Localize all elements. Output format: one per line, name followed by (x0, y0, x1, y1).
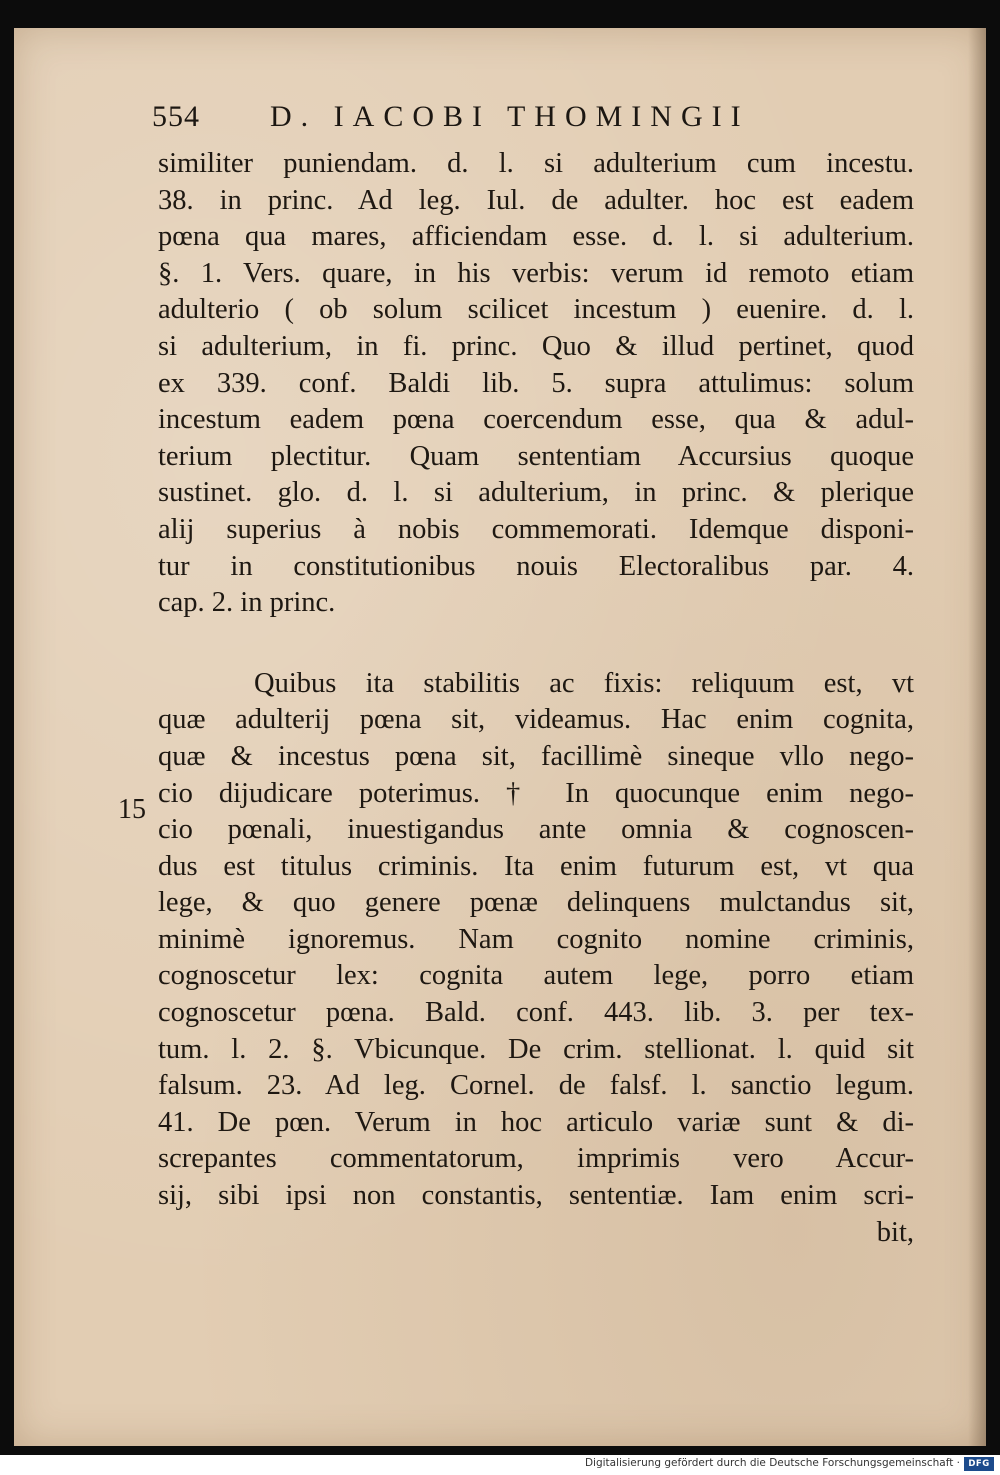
text-line: 41. De pœn. Verum in hoc articulo variæ sunt & di- (158, 1106, 914, 1138)
text-line: quæ adulterij pœna sit, videamus. Hac enim cognita, (158, 704, 914, 736)
text-line: cap. 2. in princ. (158, 587, 336, 619)
catchword: bit, (876, 1216, 914, 1248)
text-line: minimè ignoremus. Nam cognito nomine criminis, (158, 923, 914, 955)
text-line: §. 1. Vers. quare, in his verbis: verum id remoto etiam (158, 257, 914, 289)
footer-bar (0, 1455, 1000, 1475)
text-block (158, 146, 914, 1251)
margin-note: 15 (118, 794, 146, 825)
text-line: pœna qua mares, afficiendam esse. d. l. si adulterium. (158, 221, 914, 253)
text-line: cognoscetur lex: cognita autem lege, porro etiam (158, 960, 914, 992)
paragraph-2 (158, 666, 914, 1252)
page-edge-shadow (968, 28, 986, 1446)
paragraph-1 (158, 146, 914, 622)
text-line: sij, sibi ipsi non constantis, sententiæ. Iam enim scri- (158, 1180, 914, 1212)
footer-credit: Digitalisierung gefördert durch die Deutsche Forschungsgemeinschaft · (584, 1457, 960, 1469)
dfg-logo-icon: DFG (964, 1457, 994, 1471)
text-line: adulterio ( ob solum scilicet incestum ) euenire. d. l. (158, 294, 914, 326)
text-line: tur in constitutionibus nouis Electoralibus par. 4. (158, 550, 914, 582)
text-line: dus est titulus criminis. Ita enim futurum est, vt qua (158, 850, 914, 882)
text-line: lege, & quo genere pœnæ delinquens mulctandus sit, (158, 887, 914, 919)
book-page (14, 28, 986, 1446)
text-line: tum. l. 2. §. Vbicunque. De crim. stellionat. l. quid sit (158, 1033, 914, 1065)
text-line: 38. in princ. Ad leg. Iul. de adulter. hoc est eadem (158, 184, 914, 216)
text-line: Quibus ita stabilitis ac fixis: reliquum est, vt (254, 667, 914, 699)
text-line: si adulterium, in fi. princ. Quo & illud pertinet, quod (158, 330, 914, 362)
text-line: ex 339. conf. Baldi lib. 5. supra attulimus: solum (158, 367, 914, 399)
running-head (152, 100, 852, 140)
text-line: cognoscetur pœna. Bald. conf. 443. lib. 3. per tex- (158, 997, 914, 1029)
page-header-title: D. IACOBI THOMINGII (270, 100, 750, 133)
text-line: terium plectitur. Quam sententiam Accursius quoque (158, 440, 914, 472)
text-line: falsum. 23. Ad leg. Cornel. de falsf. l. sanctio legum. (158, 1070, 914, 1102)
text-line: sustinet. glo. d. l. si adulterium, in princ. & plerique (158, 477, 914, 509)
paragraph-gap (158, 622, 914, 666)
text-line: cio pœnali, inuestigandus ante omnia & cognoscen- (158, 814, 914, 846)
text-line: screpantes commentatorum, imprimis vero Accur- (158, 1143, 914, 1175)
page-number: 554 (152, 100, 200, 133)
text-line: incestum eadem pœna coercendum esse, qua & adul- (158, 404, 914, 436)
text-line: cio dijudicare poterimus. † In quocunque enim nego- (158, 777, 914, 809)
text-line: similiter puniendam. d. l. si adulterium cum incestu. (158, 148, 914, 179)
text-line: quæ & incestus pœna sit, facillimè sineque vllo nego- (158, 740, 914, 772)
text-line: alij superius à nobis commemorati. Idemque disponi- (158, 513, 914, 545)
